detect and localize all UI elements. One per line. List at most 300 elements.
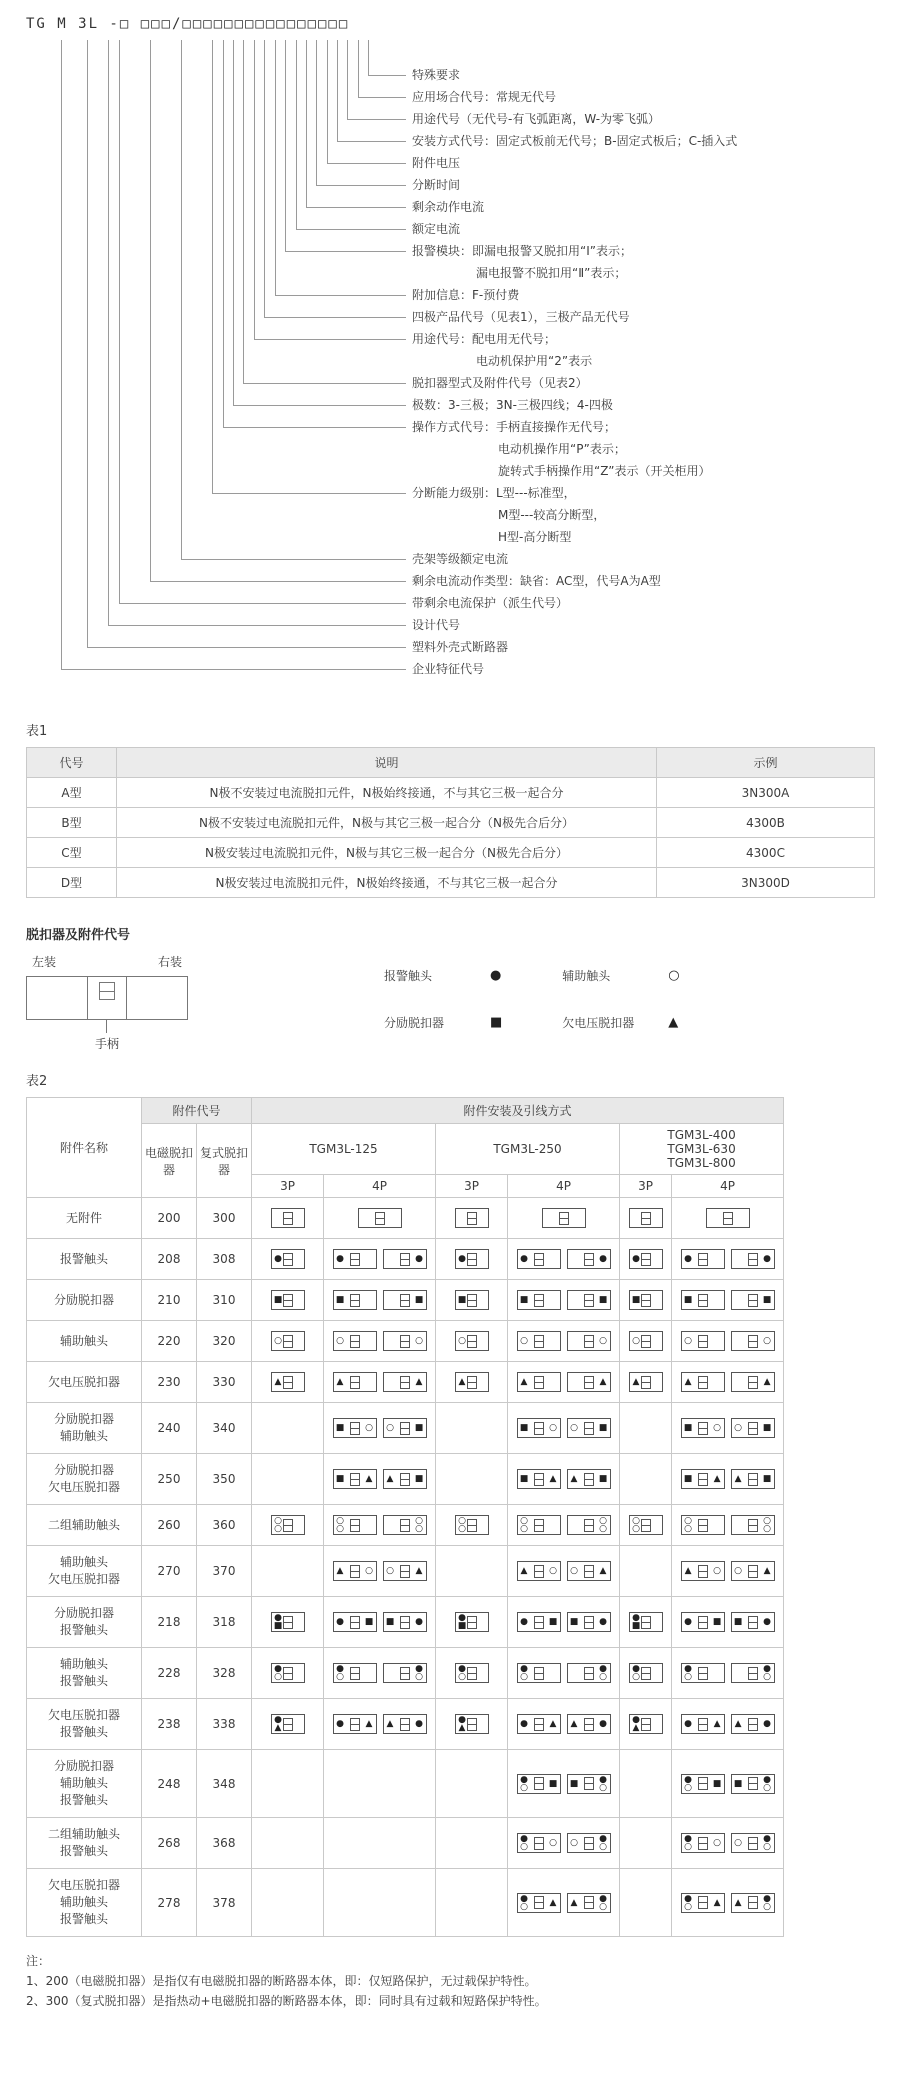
code-position-label-line: 电动机保护用“2”表示 (476, 354, 593, 368)
left-slot (520, 1424, 529, 1432)
diagram-cell (508, 1818, 620, 1869)
breaker-diagram (731, 1249, 775, 1269)
handle-icon (400, 1616, 410, 1629)
accessory-code: 350 (197, 1454, 252, 1505)
accessory-name-line: 报警触头 (59, 1674, 108, 1688)
accessory-symbol: ○ (336, 1524, 344, 1534)
accessory-symbol: ■ (712, 1617, 722, 1627)
handle-icon (748, 1294, 758, 1307)
diagram-cell (436, 1239, 508, 1280)
accessory-symbol: ■ (569, 1617, 579, 1627)
diagram-cell (324, 1280, 436, 1321)
code-position-label (412, 152, 460, 174)
accessory-name (27, 1818, 142, 1869)
accessory-name (27, 1648, 142, 1699)
accessory-symbol: ● (684, 1664, 692, 1674)
right-slot (599, 1337, 608, 1345)
code-position-label-line: 分断时间 (412, 178, 461, 192)
right-slot (549, 1567, 558, 1575)
accessory-code: 308 (197, 1239, 252, 1280)
accessory-name (27, 1321, 142, 1362)
note-item: 1、200（电磁脱扣器）是指仅有电磁脱扣器的断路器本体，即：仅短路保护，无过载保护特性。 (26, 1974, 537, 1988)
right-slot (415, 1424, 424, 1432)
right-slot (713, 1899, 722, 1907)
diagram-cell (672, 1505, 784, 1546)
left-slot (458, 1665, 467, 1681)
handle-icon (748, 1253, 758, 1266)
diagram-group (510, 1561, 617, 1581)
diagram-cell (672, 1321, 784, 1362)
accessory-symbol: ○ (549, 1423, 557, 1433)
code-position-label (412, 240, 632, 284)
right-slot (415, 1517, 424, 1533)
accessory-symbol: ■ (762, 1295, 772, 1305)
header-frame-line: TGM3L-630 (667, 1142, 736, 1156)
left-slot (274, 1296, 283, 1304)
breaker-diagram (681, 1893, 725, 1913)
left-slot (458, 1296, 467, 1304)
left-slot (570, 1899, 579, 1907)
handle-icon (748, 1718, 758, 1731)
model-code: TG M 3L -□ □□□/□□□□□□□□□□□□□□□□ (26, 16, 350, 32)
breaker-diagram (455, 1249, 489, 1269)
right-slot (549, 1780, 558, 1788)
breaker-diagram (383, 1290, 427, 1310)
accessory-symbol: ○ (458, 1672, 466, 1682)
diagram-group (438, 1331, 505, 1351)
diagram-cell (436, 1869, 508, 1937)
table1-cell: N极安装过电流脱扣元件，N极始终接通，不与其它三极一起合分 (117, 868, 657, 898)
diagram-cell (324, 1239, 436, 1280)
right-slot (763, 1665, 772, 1681)
accessory-symbol: ▲ (599, 1377, 607, 1387)
accessory-symbol: ■ (519, 1295, 529, 1305)
code-position-label (412, 394, 613, 416)
accessory-name-line: 报警触头 (59, 1844, 108, 1858)
handle-icon (584, 1422, 594, 1435)
breaker-diagram (629, 1249, 663, 1269)
accessory-symbol: ○ (684, 1842, 692, 1852)
left-slot (684, 1665, 693, 1681)
diagram-cell (436, 1750, 508, 1818)
diagram-cell (508, 1546, 620, 1597)
left-slot (520, 1337, 529, 1345)
header-magnetic-release: 电磁脱扣器 (142, 1124, 197, 1198)
breaker-diagram (333, 1249, 377, 1269)
accessory-symbol: ● (520, 1719, 528, 1729)
right-slot (415, 1567, 424, 1575)
header-pole: 3P (620, 1175, 672, 1198)
diagram-cell (436, 1362, 508, 1403)
code-position-label (412, 416, 710, 482)
table1-cell: N极不安装过电流脱扣元件，N极始终接通，不与其它三极一起合分 (117, 778, 657, 808)
tree-connector-line (108, 40, 109, 625)
diagram-cell (324, 1818, 436, 1869)
accessory-name (27, 1454, 142, 1505)
accessory-code: 230 (142, 1362, 197, 1403)
code-position-label-line: 企业特征代号 (412, 662, 485, 676)
left-slot (734, 1475, 743, 1483)
code-position-label-line: 带剩余电流保护（派生代号） (412, 596, 569, 610)
diagram-group (510, 1372, 617, 1392)
code-position-label-line: 剩余电流动作类型：缺省：AC型，代号A为A型 (412, 574, 661, 588)
breaker-outline (26, 976, 188, 1020)
tree-connector-line (212, 40, 213, 493)
table2-row (27, 1597, 784, 1648)
header-frame-line: TGM3L-800 (667, 1156, 736, 1170)
diagram-group (622, 1372, 669, 1392)
handle-icon (584, 1777, 594, 1790)
accessory-symbol: ▲ (684, 1377, 692, 1387)
diagram-group (674, 1774, 781, 1794)
left-slot (570, 1475, 579, 1483)
accessory-symbol: ● (458, 1715, 466, 1725)
accessory-symbol: ● (763, 1617, 771, 1627)
accessory-symbol: ○ (549, 1838, 557, 1848)
diagram-cell (324, 1648, 436, 1699)
handle-icon (698, 1616, 708, 1629)
diagram-cell (436, 1280, 508, 1321)
right-slot (713, 1475, 722, 1483)
accessory-symbol: ● (458, 1254, 466, 1264)
legend-item (384, 967, 502, 984)
diagram-cell (252, 1198, 324, 1239)
accessory-symbol: ● (520, 1664, 528, 1674)
accessory-symbol: ■ (598, 1423, 608, 1433)
accessory-symbol: ▲ (549, 1897, 557, 1908)
accessory-symbol: ▲ (549, 1719, 557, 1729)
left-slot (520, 1296, 529, 1304)
accessory-code: 200 (142, 1198, 197, 1239)
right-slot (549, 1475, 558, 1483)
diagram-cell (324, 1546, 436, 1597)
breaker-diagram (517, 1418, 561, 1438)
tree-connector-line (264, 40, 265, 317)
diagram-cell (672, 1699, 784, 1750)
diagram-group (438, 1515, 505, 1535)
left-slot (336, 1720, 345, 1728)
code-position-label-line: 塑料外壳式断路器 (412, 640, 509, 654)
breaker-diagram (358, 1208, 402, 1228)
tree-connector-line (108, 625, 406, 626)
right-slot (763, 1776, 772, 1792)
accessory-symbol: ■ (762, 1474, 772, 1484)
accessory-symbol: ▲ (274, 1377, 282, 1387)
handle-icon (698, 1473, 708, 1486)
left-slot (684, 1517, 693, 1533)
accessory-code: 208 (142, 1239, 197, 1280)
diagram-group (674, 1290, 781, 1310)
breaker-diagram (271, 1208, 305, 1228)
tree-connector-line (306, 40, 307, 207)
left-slot (386, 1618, 395, 1626)
accessory-symbol: ● (763, 1719, 771, 1729)
left-slot (570, 1780, 579, 1788)
diagram-cell (436, 1198, 508, 1239)
tree-connector-line (223, 427, 406, 428)
accessory-symbol: ■ (762, 1423, 772, 1433)
right-slot (713, 1780, 722, 1788)
handle-label: 手柄 (94, 1037, 119, 1051)
accessory-name-line: 无附件 (65, 1210, 102, 1225)
legend-symbol: ■ (490, 1015, 503, 1030)
accessory-symbol: ○ (713, 1566, 721, 1576)
handle-icon (748, 1616, 758, 1629)
accessory-symbol: ▲ (713, 1897, 721, 1908)
right-slot (365, 1424, 374, 1432)
breaker-diagram (731, 1714, 775, 1734)
handle-icon (698, 1422, 708, 1435)
handle-icon (467, 1667, 477, 1680)
diagram-group (510, 1612, 617, 1632)
handle-icon (534, 1473, 544, 1486)
handle-icon (698, 1335, 708, 1348)
diagram-group (510, 1893, 617, 1913)
breaker-diagram (681, 1663, 725, 1683)
accessory-symbol: ● (763, 1893, 771, 1904)
handle-icon (534, 1519, 544, 1532)
breaker-diagram (271, 1249, 305, 1269)
table2-row (27, 1546, 784, 1597)
breaker-diagram (455, 1290, 489, 1310)
left-slot (458, 1614, 467, 1630)
handle-icon (400, 1422, 410, 1435)
accessory-symbol: ● (632, 1613, 640, 1623)
left-slot (734, 1839, 743, 1847)
breaker-diagram (567, 1331, 611, 1351)
code-position-label (412, 372, 588, 394)
table1-cell: B型 (27, 808, 117, 838)
accessory-symbol: ● (599, 1617, 607, 1627)
left-slot (632, 1337, 641, 1345)
code-position-label-line: 壳架等级额定电流 (412, 552, 509, 566)
diagram-group (674, 1249, 781, 1269)
accessory-name-line: 分励脱扣器 (53, 1412, 114, 1426)
diagram-cell (252, 1597, 324, 1648)
left-slot (520, 1567, 529, 1575)
right-slot (713, 1567, 722, 1575)
tree-connector-line (358, 97, 406, 98)
header-frame-size (436, 1124, 620, 1175)
diagram-cell (620, 1505, 672, 1546)
breaker-diagram (517, 1290, 561, 1310)
accessory-symbol: ● (274, 1715, 282, 1725)
code-position-label-line: 报警模块：即漏电报警又脱扣用“Ⅰ”表示； (412, 244, 632, 258)
breaker-diagram (517, 1372, 561, 1392)
tree-connector-line (233, 405, 406, 406)
model-code-tree-diagram (26, 34, 874, 702)
accessory-symbol: ■ (712, 1778, 722, 1789)
breaker-diagram (383, 1418, 427, 1438)
code-position-label (412, 306, 630, 328)
breaker-diagram (271, 1714, 305, 1734)
accessory-symbol: ▲ (386, 1719, 394, 1729)
left-slot (386, 1720, 395, 1728)
legend-item (562, 1014, 679, 1031)
handle-icon (400, 1718, 410, 1731)
handle-icon (534, 1667, 544, 1680)
accessory-symbol: ○ (520, 1842, 528, 1852)
diagram-cell (620, 1239, 672, 1280)
breaker-diagram (567, 1372, 611, 1392)
breaker-diagram (681, 1515, 725, 1535)
diagram-cell (436, 1648, 508, 1699)
diagram-group (326, 1612, 433, 1632)
header-frame-line: TGM3L-250 (493, 1142, 562, 1156)
accessory-name (27, 1505, 142, 1546)
handle-icon (400, 1519, 410, 1532)
tree-connector-line (368, 75, 406, 76)
accessory-symbol: ▲ (520, 1377, 528, 1387)
diagram-group (438, 1208, 505, 1228)
legend-label: 分励脱扣器 (384, 1016, 445, 1030)
accessory-symbol: ● (632, 1254, 640, 1264)
accessory-symbol: ○ (520, 1782, 528, 1793)
handle-icon (400, 1294, 410, 1307)
accessory-name (27, 1362, 142, 1403)
accessory-symbol: ○ (365, 1423, 373, 1433)
handle-icon (584, 1473, 594, 1486)
right-slot (599, 1517, 608, 1533)
accessory-symbol: ▲ (415, 1377, 423, 1387)
accessory-symbol: ○ (336, 1672, 344, 1682)
header-accessory-code: 附件代号 (142, 1098, 252, 1124)
left-slot (274, 1337, 283, 1345)
accessory-symbol: ■ (631, 1621, 641, 1631)
breaker-diagram (517, 1714, 561, 1734)
handle-icon (400, 1473, 410, 1486)
breaker-diagram (629, 1331, 663, 1351)
handle-icon (698, 1253, 708, 1266)
right-slot (763, 1517, 772, 1533)
left-slot (632, 1665, 641, 1681)
header-compound-release: 复式脱扣器 (197, 1124, 252, 1198)
accessory-symbol: ● (415, 1617, 423, 1627)
left-slot (458, 1378, 467, 1386)
tree-connector-line (87, 647, 406, 648)
breaker-diagram (271, 1663, 305, 1683)
accessory-symbol: ● (599, 1893, 607, 1904)
left-slot (458, 1255, 467, 1263)
right-slot (549, 1424, 558, 1432)
accessory-code: 250 (142, 1454, 197, 1505)
code-position-label (412, 174, 460, 196)
left-slot (684, 1378, 693, 1386)
diagram-cell (672, 1750, 784, 1818)
handle-icon (641, 1212, 651, 1225)
left-slot (336, 1296, 345, 1304)
accessory-symbol: ○ (458, 1524, 466, 1534)
diagram-cell (252, 1505, 324, 1546)
diagram-group (254, 1372, 321, 1392)
accessory-symbol: ■ (273, 1621, 283, 1631)
accessory-symbol: ▲ (274, 1723, 282, 1733)
accessory-symbol: ○ (570, 1423, 578, 1433)
breaker-diagram (567, 1249, 611, 1269)
left-slot (274, 1378, 283, 1386)
diagram-cell (436, 1546, 508, 1597)
accessory-symbol: ■ (364, 1617, 374, 1627)
left-slot (570, 1839, 579, 1847)
code-position-label (412, 548, 508, 570)
right-slot (599, 1835, 608, 1851)
diagram-group (254, 1331, 321, 1351)
breaker-diagram (567, 1833, 611, 1853)
left-slot (458, 1517, 467, 1533)
breaker-diagram (731, 1893, 775, 1913)
accessory-symbol: ○ (386, 1423, 394, 1433)
accessory-symbol: ○ (763, 1672, 771, 1682)
accessory-code: 240 (142, 1403, 197, 1454)
accessory-symbol: ■ (385, 1617, 395, 1627)
diagram-group (438, 1663, 505, 1683)
tree-connector-line (119, 40, 120, 603)
accessory-symbol: ▲ (734, 1897, 742, 1908)
header-frame-size (620, 1124, 784, 1175)
diagram-group (510, 1515, 617, 1535)
accessory-symbol: ○ (520, 1524, 528, 1534)
tree-connector-line (327, 40, 328, 163)
accessory-symbol: ■ (414, 1474, 424, 1484)
table1-cell: 3N300A (657, 778, 875, 808)
handle-icon (350, 1335, 360, 1348)
accessory-code: 220 (142, 1321, 197, 1362)
code-position-label-line: 脱扣器型式及附件代号（见表2） (412, 376, 588, 390)
diagram-group (674, 1469, 781, 1489)
accessory-name-line: 辅助触头 (59, 1429, 108, 1443)
diagram-group (510, 1331, 617, 1351)
diagram-group (510, 1714, 617, 1734)
diagram-group (674, 1561, 781, 1581)
right-slot (365, 1720, 374, 1728)
accessory-symbol: ○ (734, 1423, 742, 1433)
code-position-label-line: 操作方式代号：手柄直接操作无代号； (412, 420, 617, 434)
table1-row (27, 838, 875, 868)
handle-icon (467, 1212, 477, 1225)
code-position-label (412, 218, 460, 240)
breaker-diagram (567, 1469, 611, 1489)
breaker-diagram (681, 1418, 725, 1438)
diagram-cell (508, 1869, 620, 1937)
left-slot (734, 1720, 743, 1728)
left-slot (520, 1776, 529, 1792)
accessory-symbol: ■ (683, 1474, 693, 1484)
accessory-symbol: ○ (632, 1336, 640, 1346)
breaker-diagram (629, 1515, 663, 1535)
diagram-group (326, 1515, 433, 1535)
left-slot (684, 1567, 693, 1575)
handle-icon (641, 1335, 651, 1348)
breaker-diagram (567, 1663, 611, 1683)
left-slot (336, 1567, 345, 1575)
table1-cell: C型 (27, 838, 117, 868)
left-slot (520, 1255, 529, 1263)
accessory-symbol: ○ (599, 1901, 607, 1912)
accessory-code: 338 (197, 1699, 252, 1750)
breaker-diagram (271, 1331, 305, 1351)
code-position-label (412, 570, 661, 592)
left-slot (684, 1895, 693, 1911)
left-slot (520, 1618, 529, 1626)
accessory-symbol: ○ (415, 1516, 423, 1526)
diagram-cell (620, 1597, 672, 1648)
header-pole: 3P (436, 1175, 508, 1198)
right-mount-label: 右装 (157, 955, 182, 969)
handle-icon (748, 1896, 758, 1909)
code-position-label (412, 86, 556, 108)
diagram-group (622, 1290, 669, 1310)
accessory-symbol: ○ (684, 1516, 692, 1526)
